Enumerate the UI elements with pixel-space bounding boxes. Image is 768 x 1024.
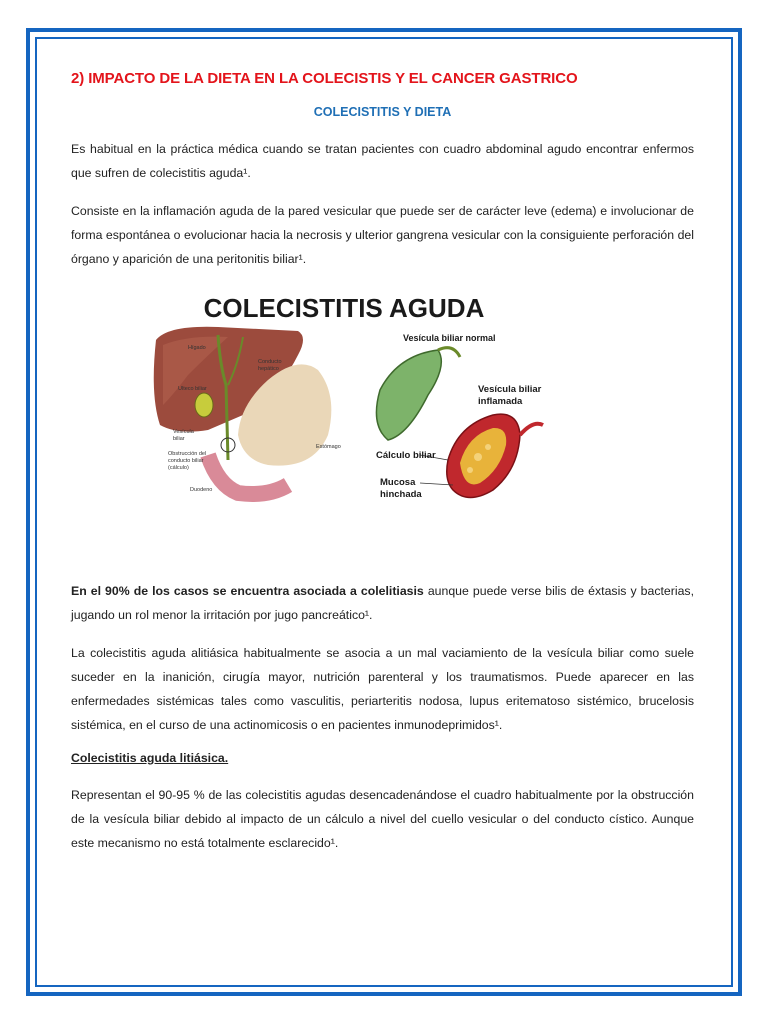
paragraph-3-bold: En el 90% de los casos se encuentra asociada a colelitiasis [71, 584, 424, 598]
figure-title: COLECISTITIS AGUDA [203, 293, 484, 323]
label-inflamed-2: inflamada [477, 396, 522, 407]
label-normal-gallbladder: Vesícula biliar normal [402, 333, 496, 343]
paragraph-3-rest: aunque puede verse bilis de éxtasis y bacterias, jugando un rol menor la irritación por jugo pancreático¹. [71, 584, 694, 622]
colecistitis-illustration [148, 285, 578, 567]
paragraph-1: Es habitual en la práctica médica cuando se tratan pacientes con cuadro abdominal agudo encontrar enfermos que sufren de colecistitis aguda¹. [71, 142, 694, 180]
subsection-title: COLECISTITIS Y DIETA [313, 105, 452, 119]
label-inflamed-1: Vesícula biliar [477, 384, 541, 395]
paragraph-2: Consiste en la inflamación aguda de la pared vesicular que puede ser de carácter leve (edema) e involucionar de forma espontánea o evolucionar hacia la necrosis y ulterior gangrena vesicular con la consiguiente perforación del órgano y aparición de una peritonitis biliar¹. [71, 204, 694, 266]
label-duodenum: Duodeno [189, 487, 212, 493]
label-obstruction-1: Obstrucción del [167, 451, 206, 457]
paragraph-3 [71, 579, 694, 627]
label-liver: Hígado [187, 345, 206, 351]
label-mucosa-2: hinchada [379, 489, 422, 500]
label-obstruction-3: (cálculo) [167, 465, 189, 471]
section-title: 2) IMPACTO DE LA DIETA EN LA COLECISTIS Y EL CANCER GASTRICO [71, 70, 578, 87]
label-gallbladder-1: Vesícula [172, 429, 194, 435]
label-hepatic-duct-2: hepático [257, 366, 279, 372]
subheading-litiasica: Colecistitis aguda litiásica. [71, 751, 229, 765]
label-hepatic-duct-1: Conducto [257, 359, 282, 365]
label-obstruction-2: conducto biliar [167, 458, 203, 464]
document-body [71, 70, 694, 869]
label-mucosa-1: Mucosa [379, 477, 415, 488]
paragraph-4: La colecistitis aguda alitiásica habitualmente se asocia a un mal vaciamiento de la vesícula biliar como suele suceder en la inanición, cirugía mayor, nutrición parenteral y los traumatismos. Puede aparecer en las enfermedades sistémicas tales como vasculitis, periarteritis nodosa, lupus eritematoso sistémico, brucelosis sistémica, en el curso de una actinomicosis o en pacientes inmunodeprimidos¹. [71, 646, 694, 732]
label-stomach: Estómago [315, 444, 341, 450]
label-bile-duct: Ulteco biliar [177, 386, 207, 392]
paragraph-5: Representan el 90-95 % de las colecistitis agudas desencadenándose el cuadro habitualmente por la obstrucción de la vesícula biliar debido al impacto de un cálculo a nivel del cuello vesicular o del conducto cístico. Aunque este mecanismo no está totalmente esclarecido¹. [71, 788, 694, 850]
label-gallbladder-2: biliar [172, 436, 185, 442]
small-gallbladder [195, 393, 213, 417]
label-calculus: Cálculo biliar [375, 450, 436, 461]
